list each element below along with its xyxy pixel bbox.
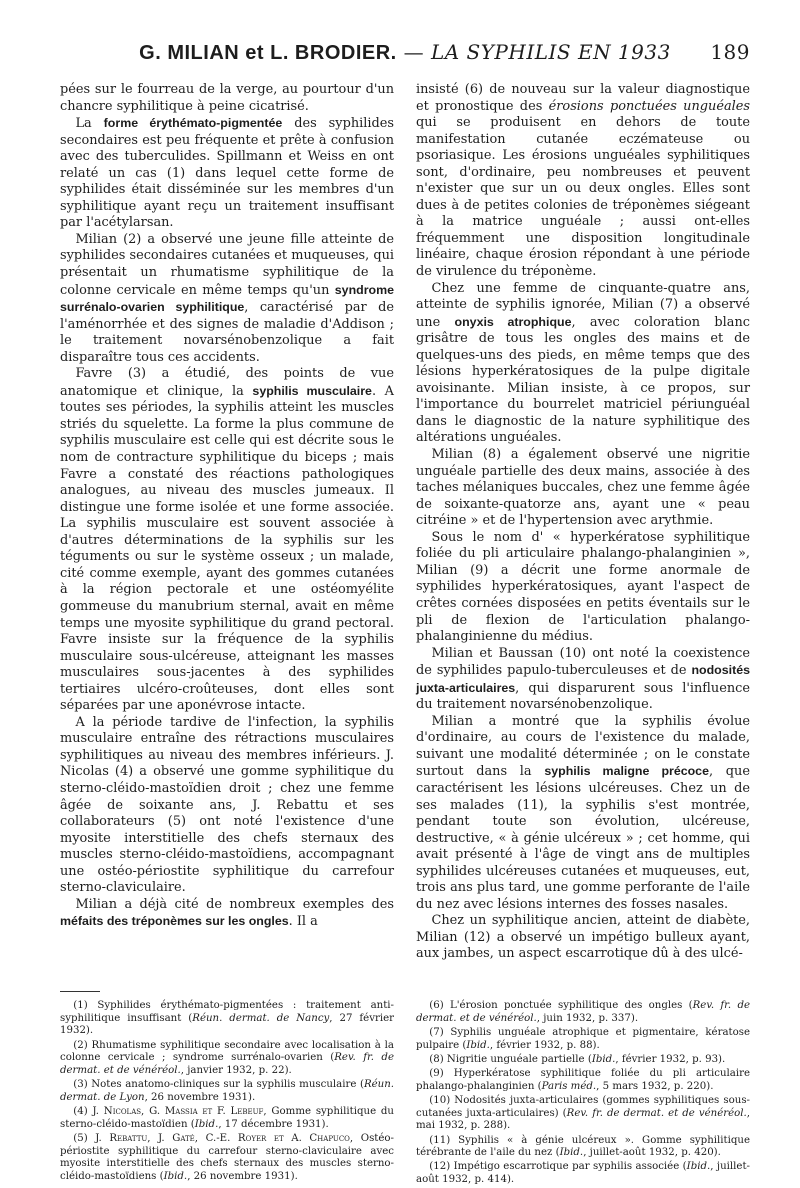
footnote: (11) Syphilis « à génie ulcéreux ». Gomme syphilitique térébrante de l'aile du nez (Ibid., juillet-août 1932, p. 420). — [416, 1134, 750, 1159]
body-columns — [60, 82, 750, 963]
paragraph: Favre (3) a étudié, des points de vue anatomique et clinique, la syphilis musculaire. A toutes ses périodes, la syphilis atteint les muscles striés du squelette. La forme la plus commune de syphilis musculaire est celle qui est décrite sous le nom de contracture syphilitique du biceps ; mais Favre a constaté des réactions pathologiques analogues, au niveau des muscles jumeaux. Il distingue une forme isolée et une forme associée. La syphilis musculaire est souvent associée à d'autres déterminations de la syphilis sur les téguments ou sur le système osseux ; un malade, cité comme exemple, ayant des gommes cutanées à la région pectorale et une ostéomyélite gommeuse du manubrium sternal, avait en même temps une myosite syphilitique du grand pectoral. Favre insiste sur la fréquence de la syphilis musculaire sous-ulcéreuse, atteignant les masses musculaires sous-jacentes à des syphilides tertiaires ulcéro-croûteuses, dont elles sont séparées par une aponévrose intacte. — [60, 366, 394, 714]
footnote: (5) J. Rebattu, J. Gaté, C.-E. Royer et A. Chapuco, Ostéo-périostite syphilitique du carrefour sterno-claviculaire avec myosite interstitielle des chefs sternaux des muscles sterno-cléido-mastoïdiens (Ibid., 26 novembre 1931). — [60, 1133, 394, 1183]
keyword: syphilis musculaire — [252, 383, 372, 398]
footnote: (3) Notes anatomo-cliniques sur la syphilis musculaire (Réun. dermat. de Lyon, 26 novembre 1931). — [60, 1079, 394, 1103]
footnote: (2) Rhumatisme syphilitique secondaire avec localisation à la colonne cervicale ; syndrome surrénalo-ovarien (Rev. fr. de dermat. et de vénéréol., janvier 1932, p. 22). — [60, 1039, 394, 1076]
footnote: (1) Syphilides érythémato-pigmentées : traitement anti-syphilitique insuffisant (Réun. dermat. de Nancy, 27 février 1932). — [60, 999, 394, 1037]
left-column — [60, 82, 394, 963]
footnote: (10) Nodosités juxta-articulaires (gommes syphilitiques sous-cutanées juxta-articulaires) (Rev. fr. de dermat. et de vénéréol., mai 1932, p. 288). — [416, 1094, 750, 1132]
footnotes-left — [60, 963, 394, 1188]
paragraph: Chez une femme de cinquante-quatre ans, atteinte de syphilis ignorée, Milian (7) a observé une onyxis atrophique, avec coloration blanc grisâtre de tous les ongles des mains et de quelques-uns des pieds, en même temps que des lésions hyperkératosiques de la pulpe digitale avoisinante. Milian insiste, à ce propos, sur l'importance du bourrelet matriciel périunguéal dans le diagnostic de la nature syphilitique des altérations unguéales. — [416, 280, 750, 446]
footnotes — [60, 963, 750, 1188]
paragraph: insisté (6) de nouveau sur la valeur diagnostique et pronostique des érosions ponctuées unguéales qui se produisent en dehors de toute manifestation cutanée eczémateuse ou psoriasique. Les érosions unguéales syphilitiques sont, d'ordinaire, peu nombreuses et peuvent n'exister que sur un ou deux ongles. Elles sont dues à de petites colonies de tréponèmes siégeant à la matrice unguéale ; aussi ont-elles fréquemment une disposition longitudinale linéaire, chaque érosion répondant à une période de virulence du tréponème. — [416, 82, 750, 280]
keyword: nodosités juxta-articulaires — [416, 663, 750, 695]
footnote: (4) J. Nicolas, G. Massia et F. Lebeuf, Gomme syphilitique du sterno-cléido-mastoïdien (Ibid., 17 décembre 1931). — [60, 1106, 394, 1130]
footnote: (9) Hyperkératose syphilitique foliée du pli articulaire phalango-phalanginien (Paris méd., 5 mars 1932, p. 220). — [416, 1068, 750, 1092]
keyword: forme érythémato-pigmentée — [103, 116, 283, 131]
footnote: (6) L'érosion ponctuée syphilitique des ongles (Rev. fr. de dermat. et de vénéréol., juin 1932, p. 337). — [416, 999, 750, 1024]
paragraph: A la période tardive de l'infection, la syphilis musculaire entraîne des rétractions musculaires syphilitiques au niveau des membres inférieurs. J. Nicolas (4) a observé une gomme syphilitique du sterno-cléido-mastoïdien droit ; chez une femme âgée de soixante ans, J. Rebattu et ses collaborateurs (5) ont noté l'existence d'une myosite interstitielle des chefs sternaux des muscles sterno-cléido-mastoïdiens, accompagnant une ostéo-périostite syphilitique du carrefour sterno-claviculaire. — [60, 714, 394, 896]
paragraph: Milian a montré que la syphilis évolue d'ordinaire, au cours de l'existence du malade, suivant une modalité déterminée ; on le constate surtout dans la syphilis maligne précoce, que caractérisent les lésions ulcéreuses. Chez un de ses malades (11), la syphilis s'est montrée, pendant toute son évolution, ulcéreuse, destructive, « à génie ulcéreux » ; cet homme, qui avait présenté à l'âge de vingt ans de multiples syphilides ulcéreuses cutanées et muqueuses, eut, trois ans plus tard, une gomme perforante de l'aile du nez avec lésions internes des fosses nasales. — [416, 713, 750, 912]
footnote: (8) Nigritie unguéale partielle (Ibid., février 1932, p. 93). — [429, 1053, 726, 1065]
italic-term: érosions ponctuées unguéales — [548, 98, 750, 114]
keyword: méfaits des tréponèmes sur les ongles — [60, 914, 289, 929]
footnote: (7) Syphilis unguéale atrophique et pigmentaire, kératose pulpaire (Ibid., février 1932, p. 88). — [416, 1026, 750, 1051]
running-header — [60, 40, 750, 74]
keyword: syphilis maligne précoce — [544, 764, 709, 779]
footnotes-right — [416, 963, 750, 1188]
paragraph: La forme érythémato-pigmentée des syphilides secondaires est peu fréquente et prête à confusion avec des tuberculides. Spillmann et Weiss en ont relaté un cas (1) dans lequel cette forme de syphilides était disséminée sur les membres d'un syphilitique ayant reçu un traitement insuffisant par l'acétylarsan. — [60, 116, 394, 231]
keyword: onyxis atrophique — [454, 314, 572, 329]
header-title: LA SYPHILIS EN 1933 — [430, 40, 671, 64]
paragraph: Milian (8) a également observé une nigritie unguéale partielle des deux mains, associée à des taches mélaniques buccales, chez une femme âgée de soixante-quatorze ans, ayant une « peau citréine » et de l'hypertension avec arythmie. — [416, 447, 750, 529]
header-dash: — — [396, 40, 431, 64]
footnote-rule — [60, 991, 100, 992]
right-column — [416, 82, 750, 963]
paragraph: Milian et Baussan (10) ont noté la coexistence de syphilides papulo-tuberculeuses et de nodosités juxta-articulaires, qui disparurent sous l'influence du traitement novarsénobenzolique. — [416, 645, 750, 713]
paragraph: Sous le nom d' « hyperkératose syphilitique foliée du pli articulaire phalango-phalanginien », Milian (9) a décrit une forme anormale de syphilides hyperkératosiques, ayant l'aspect de crêtes cornées disposées en petits éventails sur le pli de flexion de l'articulation phalango-phalanginienne du médius. — [416, 529, 750, 645]
header-authors: G. MILIAN et L. BRODIER. — [139, 42, 397, 64]
paragraph: Chez un syphilitique ancien, atteint de diabète, Milian (12) a observé un impétigo bulleux ayant, aux jambes, un aspect escarrotique dû à des ulcé- — [416, 913, 750, 962]
footnote: (12) Impétigo escarrotique par syphilis associée (Ibid., juillet-août 1932, p. 414). — [416, 1161, 750, 1186]
keyword: syndrome surrénalo-ovarien syphilitique — [60, 282, 394, 315]
page-number: 189 — [710, 40, 750, 64]
paragraph: Milian a déjà cité de nombreux exemples des méfaits des tréponèmes sur les ongles. Il a — [60, 896, 394, 930]
paragraph: Milian (2) a observé une jeune fille atteinte de syphilides secondaires cutanées et muqueuses, qui présentait un rhumatisme syphilitique de la colonne cervicale en même temps qu'un syndrome surrénalo-ovarien syphilitique, caractérisé par de l'aménorrhée et des signes de maladie d'Addison ; le traitement novarsénobenzolique a fait disparaître tous ces accidents. — [60, 231, 394, 365]
paragraph: pées sur le fourreau de la verge, au pourtour d'un chancre syphilitique à peine cicatrisé. — [60, 82, 394, 114]
